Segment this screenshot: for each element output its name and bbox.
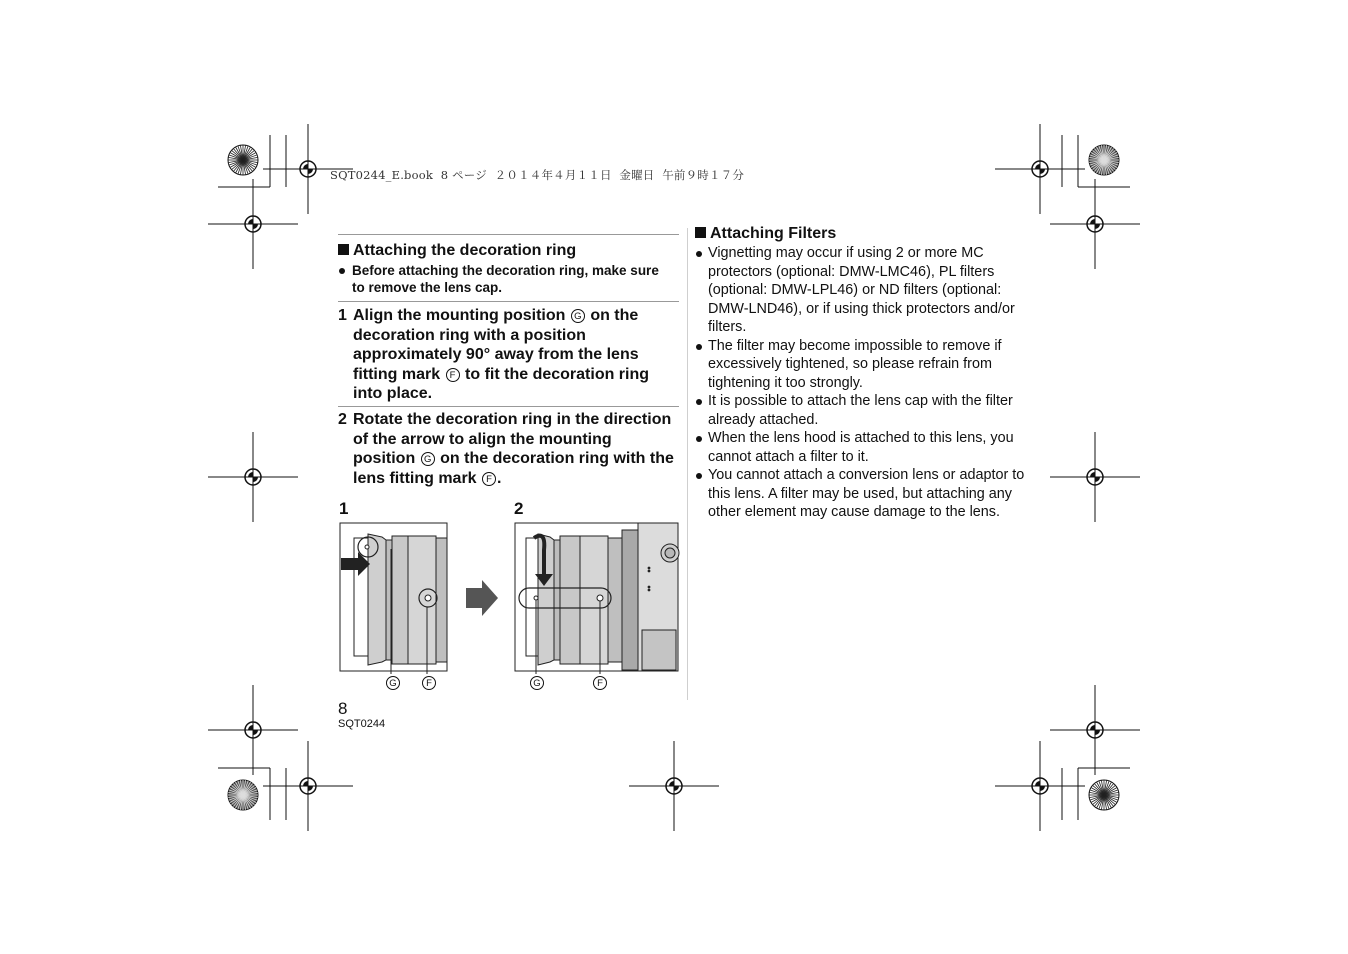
registration-target-icon <box>995 124 1085 214</box>
section-title-attaching-filters <box>695 224 836 244</box>
list-item: It is possible to attach the lens cap with the filter already attached. <box>695 392 1037 429</box>
registration-target-icon <box>208 432 298 522</box>
section-rule <box>338 301 679 302</box>
figure-label-1: 1 <box>339 499 349 518</box>
callout-g-icon: G <box>421 452 435 466</box>
star-chart-icon <box>228 145 258 175</box>
star-chart-icon <box>228 780 258 810</box>
step-text: to fit the decoration ring into place. <box>353 365 650 402</box>
registration-target-icon <box>1050 432 1140 522</box>
square-bullet-icon <box>695 227 706 238</box>
star-chart-icon <box>1089 780 1119 810</box>
registration-target-icon <box>995 741 1085 831</box>
registration-target-icon <box>1050 685 1140 775</box>
figure-callout-f: F <box>593 676 607 690</box>
section-rule <box>338 406 679 407</box>
step-text: . <box>497 469 502 487</box>
list-item: The filter may become impossible to remove if excessively tightened, so please refrain from tightening it too strongly. <box>695 337 1037 393</box>
figure-callout-g: G <box>530 676 544 690</box>
print-header-slug: SQT0244_E.book 8 ページ ２０１４年４月１１日 金曜日 午前９時１７分 <box>330 168 745 182</box>
callout-f-icon: F <box>446 368 460 382</box>
figure-panel-2 <box>515 523 679 674</box>
column-divider <box>687 228 688 700</box>
step-text: Align the mounting position <box>353 307 566 324</box>
registration-target-icon <box>629 741 719 831</box>
list-item: When the lens hood is attached to this lens, you cannot attach a filter to it. <box>695 429 1037 466</box>
section-title-text: Attaching Filters <box>710 225 837 242</box>
list-item: Vignetting may occur if using 2 or more MC protectors (optional: DMW-LMC46), PL filters (optional: DMW-LPL46) or ND filters (optional: DMW-LND46), or if using thick protectors and/or filters. <box>695 244 1037 337</box>
callout-f-icon: F <box>482 472 496 486</box>
square-bullet-icon <box>338 244 349 255</box>
arrow-right-icon <box>466 580 498 616</box>
lens-decoration-ring-illustration <box>338 520 680 695</box>
figure-panel-1 <box>340 523 447 674</box>
note-before-attaching <box>338 263 668 296</box>
note-text: Before attaching the decoration ring, make sure to remove the lens cap. <box>352 263 659 295</box>
step-text: Rotate the decoration ring in the direction of the arrow to align the mounting position <box>353 411 672 467</box>
page-number: 8 <box>338 699 348 718</box>
step-number: 1 <box>338 307 347 324</box>
figure-label-2: 2 <box>514 499 524 518</box>
registration-target-icon <box>208 685 298 775</box>
step-1 <box>338 306 676 404</box>
figure-callout-f: F <box>422 676 436 690</box>
step-number: 2 <box>338 411 347 428</box>
filter-notes-list <box>695 244 1037 522</box>
registration-target-icon <box>263 741 353 831</box>
section-rule <box>338 234 679 235</box>
list-item: You cannot attach a conversion lens or adaptor to this lens. A filter may be used, but attaching any other element may cause damage to the lens. <box>695 466 1037 522</box>
step-text: on the decoration ring with a position approximately 90° away from the lens fitting mark <box>353 307 639 383</box>
model-code: SQT0244 <box>338 718 386 730</box>
section-title-text: Attaching the decoration ring <box>353 242 577 259</box>
step-2 <box>338 410 676 488</box>
callout-g-icon: G <box>571 309 585 323</box>
figure-callout-g: G <box>386 676 400 690</box>
registration-target-icon <box>208 179 298 269</box>
star-chart-icon <box>1089 145 1119 175</box>
registration-target-icon <box>1050 179 1140 269</box>
bullet-icon <box>339 268 345 274</box>
step-text: on the decoration ring with the lens fitting mark <box>353 450 674 487</box>
section-title-decoration-ring <box>338 241 576 261</box>
